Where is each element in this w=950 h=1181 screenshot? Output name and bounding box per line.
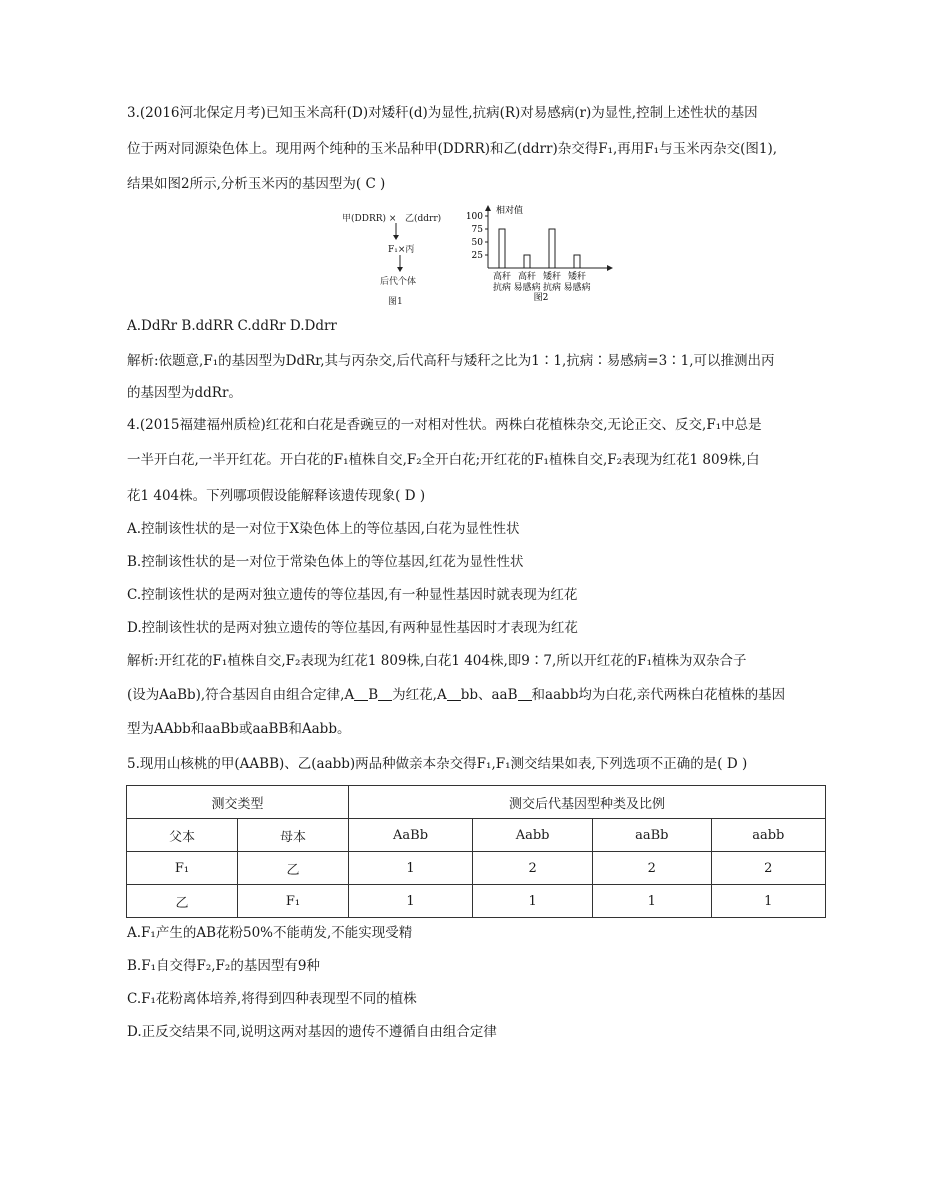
chart-y-tick-label: 100 (465, 212, 483, 222)
table-cell-father: F₁ (127, 852, 238, 885)
q5-line-1: 5.现用山核桃的甲(AABB)、乙(aabb)两品种做亲本杂交得F₁,F₁测交结果如表,下列选项不正确的是( D ) (127, 756, 748, 772)
q5-option-a: A.F₁产生的AB花粉50%不能萌发,不能实现受精 (127, 925, 413, 941)
table-header-father: 父本 (127, 819, 238, 852)
blank-underline (447, 688, 461, 701)
q4-analysis-2-c: 为红花,A (392, 687, 447, 703)
table-cell-father: 乙 (127, 885, 238, 918)
table-row (127, 852, 826, 885)
table-cell-mother: F₁ (238, 885, 349, 918)
table-row (127, 885, 826, 918)
table-cell-value: 1 (711, 885, 825, 918)
chart-x-label: 高秆 (517, 272, 537, 282)
q5-option-b: B.F₁自交得F₂,F₂的基因型有9种 (127, 958, 320, 974)
chart-x-label: 高秆 (492, 272, 512, 282)
blank-underline (354, 688, 368, 701)
table-cell-value: 1 (349, 885, 473, 918)
chart-x-label: 抗病 (492, 283, 512, 293)
table-cell-value: 2 (473, 852, 593, 885)
figure-2-chart (450, 200, 620, 305)
table-cell-value: 2 (593, 852, 712, 885)
q3-analysis-2: 的基因型为ddRr。 (127, 385, 242, 401)
chart-bar (574, 255, 580, 268)
q4-analysis-1: 解析:开红花的F₁植株自交,F₂表现为红花1 809株,白花1 404株,即9∶7,所以开红花的F₁植株为双杂合子 (127, 653, 747, 669)
q4-analysis-3: 型为AAbb和aaBb或aaBB和Aabb。 (127, 721, 351, 737)
q4-analysis-2-a: (设为AaBb),符合基因自由组合定律,A (127, 687, 355, 703)
chart-x-label: 抗病 (542, 283, 562, 293)
table-cell-value: 2 (711, 852, 825, 885)
fig1-f1-cross: F₁×丙 (388, 245, 415, 255)
q4-line-3: 花1 404株。下列哪项假设能解释该遗传现象( D ) (127, 488, 426, 504)
fig1-arrows (330, 205, 450, 305)
table-genotype: aaBb (593, 819, 712, 852)
q5-option-d: D.正反交结果不同,说明这两对基因的遗传不遵循自由组合定律 (127, 1024, 497, 1040)
chart-y-arrow (485, 205, 491, 211)
q5-option-c: C.F₁花粉离体培养,将得到四种表现型不同的植株 (127, 991, 417, 1007)
chart-y-tick-label: 50 (471, 238, 483, 248)
fig1-parent-right: 乙(ddrr) (405, 214, 442, 224)
table-header-result: 测交后代基因型种类及比例 (349, 786, 826, 819)
chart-y-tick-label: 25 (471, 251, 483, 261)
table-header-type: 测交类型 (127, 786, 349, 819)
table-header-row (127, 786, 826, 819)
table-header-mother: 母本 (238, 819, 349, 852)
fig1-caption: 图1 (388, 297, 403, 307)
q4-analysis-2-e: 和aabb均为白花,亲代两株白花植株的基因 (531, 687, 786, 703)
q3-options: A.DdRr B.ddRR C.ddRr D.Ddrr (127, 318, 337, 334)
table-cell-value: 1 (473, 885, 593, 918)
chart-y-label: 相对值 (496, 206, 524, 216)
q4-analysis-2-d: bb、aaB (460, 687, 518, 703)
blank-underline (518, 688, 532, 701)
chart-x-label: 矮秆 (542, 272, 562, 282)
chart-bar (524, 255, 530, 268)
q4-option-a: A.控制该性状的是一对位于X染色体上的等位基因,白花为显性性状 (127, 521, 520, 537)
fig1-offspring: 后代个体 (380, 277, 417, 287)
q3-line-1: 3.(2016河北保定月考)已知玉米高秆(D)对矮秆(d)为显性,抗病(R)对易感病(r)为显性,控制上述性状的基因 (127, 105, 758, 121)
q4-line-1: 4.(2015福建福州质检)红花和白花是香豌豆的一对相对性状。两株白花植株杂交,无论正交、反交,F₁中总是 (127, 417, 762, 433)
q3-analysis-1: 解析:依题意,F₁的基因型为DdRr,其与丙杂交,后代高秆与矮秆之比为1∶1,抗病∶易感病=3∶1,可以推测出丙 (127, 353, 775, 369)
table-cell-mother: 乙 (238, 852, 349, 885)
chart-y-tick-label: 75 (471, 225, 483, 235)
chart-x-arrow (607, 265, 613, 271)
chart-title: 图2 (533, 293, 549, 303)
q4-option-b: B.控制该性状的是一对位于常染色体上的等位基因,红花为显性性状 (127, 554, 524, 570)
chart-x-label: 矮秆 (567, 272, 587, 282)
table-genotype: aabb (711, 819, 825, 852)
q4-option-c: C.控制该性状的是两对独立遗传的等位基因,有一种显性基因时就表现为红花 (127, 587, 578, 603)
fig1-parent-left: 甲(DDRR) × (342, 214, 397, 224)
q4-line-2: 一半开白花,一半开红花。开白花的F₁植株自交,F₂全开白花;开红花的F₁植株自交,F₂表现为红花1 809株,白 (127, 452, 760, 468)
q3-line-2: 位于两对同源染色体上。现用两个纯种的玉米品种甲(DDRR)和乙(ddrr)杂交得F₁,再用F₁与玉米丙杂交(图1), (127, 141, 777, 157)
table-cell-value: 1 (593, 885, 712, 918)
figure-1 (330, 205, 450, 305)
q4-analysis-2-b: B (368, 687, 379, 703)
chart-bar (499, 229, 505, 268)
q3-line-3: 结果如图2所示,分析玉米丙的基因型为( C ) (127, 176, 386, 192)
blank-underline (378, 688, 392, 701)
chart-x-label: 易感病 (563, 283, 591, 293)
chart-bar (549, 229, 555, 268)
q4-option-d: D.控制该性状的是两对独立遗传的等位基因,有两种显性基因时才表现为红花 (127, 620, 578, 636)
chart-x-label: 易感病 (513, 283, 541, 293)
table-cell-value: 1 (349, 852, 473, 885)
table-subheader-row (127, 819, 826, 852)
table-genotype: AaBb (349, 819, 473, 852)
q4-analysis-2 (127, 686, 785, 704)
table-genotype: Aabb (473, 819, 593, 852)
testcross-table (126, 785, 826, 918)
